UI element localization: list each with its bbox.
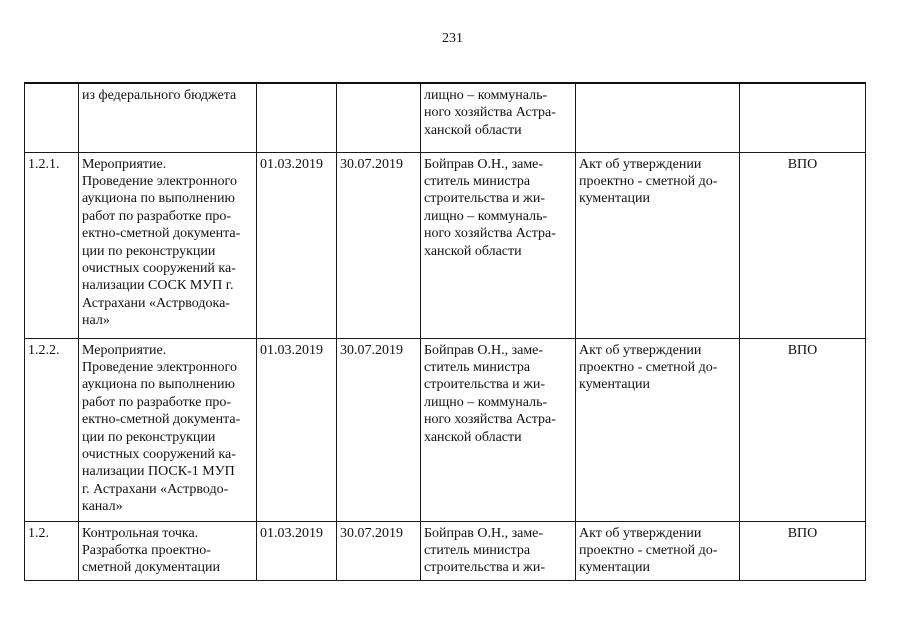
event-cell (79, 83, 257, 152)
event-cell (79, 338, 257, 521)
responsible-text: Бойправ О.Н., заме- ститель министра строительства и жи- лищно – коммуналь- ного хозяйства Астра- ханской области (424, 342, 556, 445)
type-text: ВПО (787, 156, 818, 172)
plan-table (24, 82, 866, 581)
event-text: Мероприятие. Проведение электронного аукциона по выполнению работ по разработке про- ектно-сметной документа- ции по реконструкции очистных сооружений ка- нализации ПОСК-1 МУП г. Астрахани «Астрводо- канал» (82, 342, 241, 515)
table-row (25, 338, 866, 521)
row-number: 1.2.2. (28, 342, 60, 358)
end-date-cell (337, 152, 421, 338)
type-text: ВПО (787, 525, 818, 541)
start-date-cell (257, 338, 337, 521)
table-row (25, 521, 866, 580)
table-row (25, 83, 866, 152)
page-number: 231 (442, 31, 463, 46)
row-number: 1.2.1. (28, 156, 60, 172)
responsible-cell (421, 83, 576, 152)
event-cell (79, 152, 257, 338)
event-text: Мероприятие. Проведение электронного аукциона по выполнению работ по разработке про- ектно-сметной документа- ции по реконструкции очистных сооружений ка- нализации СОСК МУП г. Астрахани «Астрводока- нал» (82, 156, 241, 329)
table-row (25, 152, 866, 338)
responsible-text: Бойправ О.Н., заме- ститель министра строительства и жи- (424, 525, 545, 576)
start-date: 01.03.2019 (260, 156, 323, 172)
event-text: Контрольная точка. Разработка проектно- сметной документации (82, 525, 220, 576)
event-text: из федерального бюджета (82, 88, 237, 103)
result-cell (576, 152, 740, 338)
result-text: Акт об утверждении проектно - сметной до- кументации (579, 342, 718, 393)
row-number-cell (25, 521, 79, 580)
type-cell (740, 83, 866, 152)
responsible-text: Бойправ О.Н., заме- ститель министра строительства и жи- лищно – коммуналь- ного хозяйства Астра- ханской области (424, 156, 556, 259)
start-date-cell (257, 83, 337, 152)
start-date: 01.03.2019 (260, 342, 323, 358)
responsible-text: лищно – коммуналь- ного хозяйства Астра- ханской области (424, 88, 556, 138)
event-cell (79, 521, 257, 580)
end-date: 30.07.2019 (340, 342, 403, 358)
result-cell (576, 338, 740, 521)
type-cell (740, 338, 866, 521)
result-cell (576, 83, 740, 152)
type-cell (740, 152, 866, 338)
row-number: 1.2. (28, 525, 49, 541)
row-number-cell (25, 83, 79, 152)
result-text: Акт об утверждении проектно - сметной до- кументации (579, 156, 718, 207)
responsible-cell (421, 338, 576, 521)
start-date-cell (257, 152, 337, 338)
end-date: 30.07.2019 (340, 156, 403, 172)
type-text: ВПО (787, 342, 818, 358)
start-date-cell (257, 521, 337, 580)
responsible-cell (421, 152, 576, 338)
result-text: Акт об утверждении проектно - сметной до- кументации (579, 525, 718, 576)
end-date-cell (337, 83, 421, 152)
row-number-cell (25, 338, 79, 521)
end-date: 30.07.2019 (340, 525, 403, 541)
row-number-cell (25, 152, 79, 338)
start-date: 01.03.2019 (260, 525, 323, 541)
responsible-cell (421, 521, 576, 580)
end-date-cell (337, 521, 421, 580)
type-cell (740, 521, 866, 580)
result-cell (576, 521, 740, 580)
end-date-cell (337, 338, 421, 521)
